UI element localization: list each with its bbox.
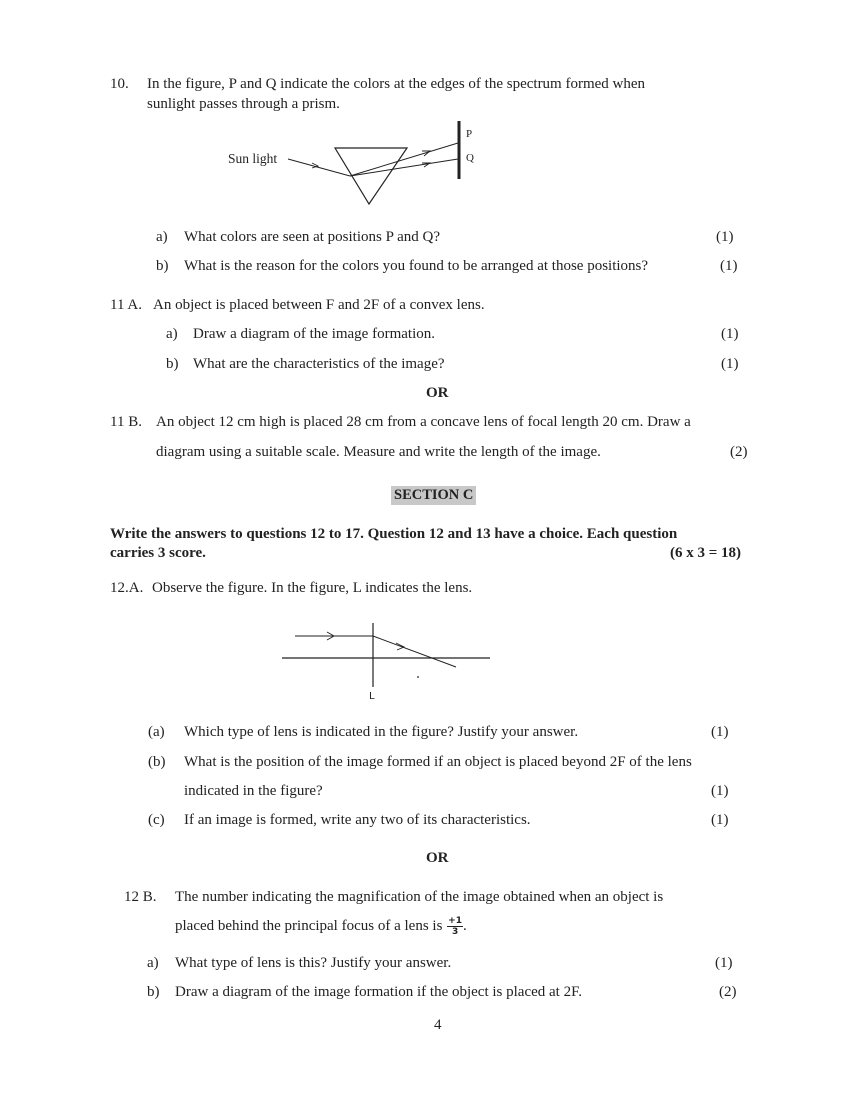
section-c-instructions-line1: Write the answers to questions 12 to 17. Question 12 and 13 have a choice. Each question	[110, 526, 678, 542]
section-c-title: SECTION C	[391, 486, 476, 505]
section-c-instructions-line2: carries 3 score.	[110, 545, 206, 561]
q12a-b-label: (b)	[148, 754, 166, 770]
q-label: Q	[466, 152, 474, 164]
q11a-b-text: What are the characteristics of the image?	[193, 356, 445, 372]
q10-text-line2: sunlight passes through a prism.	[147, 96, 340, 112]
or-divider-2: OR	[426, 850, 449, 866]
q11a-b-marks: (1)	[721, 356, 739, 372]
q12b-text-line2-main: placed behind the principal focus of a lens is	[175, 917, 443, 934]
q12b-b-text: Draw a diagram of the image formation if the object is placed at 2F.	[175, 984, 582, 1000]
q12b-a-marks: (1)	[715, 955, 733, 971]
q10a-label: a)	[156, 229, 168, 245]
q11a-a-marks: (1)	[721, 326, 739, 342]
q12a-b-text-line2: indicated in the figure?	[184, 783, 323, 799]
sunlight-label: Sun light	[228, 151, 278, 166]
q12a-a-text: Which type of lens is indicated in the figure? Justify your answer.	[184, 724, 579, 740]
refracted-ray	[373, 636, 456, 667]
q11a-a-text: Draw a diagram of the image formation.	[193, 326, 435, 342]
q12a-number: 12.A.	[110, 580, 144, 596]
q12a-c-marks: (1)	[711, 812, 729, 828]
q11b-text-line1: An object 12 cm high is placed 28 cm from a concave lens of focal length 20 cm. Draw a	[156, 414, 691, 430]
q11a-text: An object is placed between F and 2F of a convex lens.	[153, 297, 485, 313]
q11b-text-line2: diagram using a suitable scale. Measure and write the length of the image.	[156, 444, 601, 460]
q11a-a-label: a)	[166, 326, 178, 342]
q12a-a-label: (a)	[148, 724, 165, 740]
q12b-number: 12 B.	[124, 889, 157, 905]
p-label: P	[466, 128, 473, 140]
q10-number: 10.	[110, 76, 129, 92]
q12b-b-label: b)	[147, 984, 160, 1000]
lens-label: L	[369, 691, 375, 702]
q12a-text: Observe the figure. In the figure, L indicates the lens.	[152, 580, 473, 596]
or-divider-1: OR	[426, 385, 449, 401]
page-number: 4	[434, 1017, 442, 1033]
q12b-a-label: a)	[147, 955, 159, 971]
magnification-fraction	[447, 916, 463, 937]
q10a-marks: (1)	[716, 229, 734, 245]
q12b-b-marks: (2)	[719, 984, 737, 1000]
q12b-text-line2-end: .	[462, 917, 467, 934]
q10b-text: What is the reason for the colors you found to be arranged at those positions?	[184, 258, 649, 274]
q10b-marks: (1)	[720, 258, 738, 274]
q12a-a-marks: (1)	[711, 724, 729, 740]
focus-dot	[417, 676, 419, 678]
q10b-label: b)	[156, 258, 169, 274]
q12a-c-text: If an image is formed, write any two of its characteristics.	[184, 812, 531, 828]
q12b-text-line1: The number indicating the magnification of the image obtained when an object is	[175, 889, 664, 905]
section-c-score: (6 x 3 = 18)	[670, 545, 742, 561]
fraction-numerator: +1	[448, 916, 462, 926]
q12a-b-marks: (1)	[711, 783, 729, 799]
q11a-number: 11 A.	[110, 297, 142, 313]
q12b-text-line2	[175, 916, 467, 937]
q10-text-line1: In the figure, P and Q indicate the colors at the edges of the spectrum formed when	[147, 76, 646, 92]
q11a-b-label: b)	[166, 356, 179, 372]
q12a-b-text-line1: What is the position of the image formed if an object is placed beyond 2F of the lens	[184, 754, 692, 770]
q11b-marks: (2)	[730, 444, 748, 460]
q10a-text: What colors are seen at positions P and Q?	[184, 229, 441, 245]
q11b-number: 11 B.	[110, 414, 142, 430]
fraction-denominator: 3	[451, 927, 459, 937]
q12b-a-text: What type of lens is this? Justify your answer.	[175, 955, 452, 971]
q12a-c-label: (c)	[148, 812, 165, 828]
